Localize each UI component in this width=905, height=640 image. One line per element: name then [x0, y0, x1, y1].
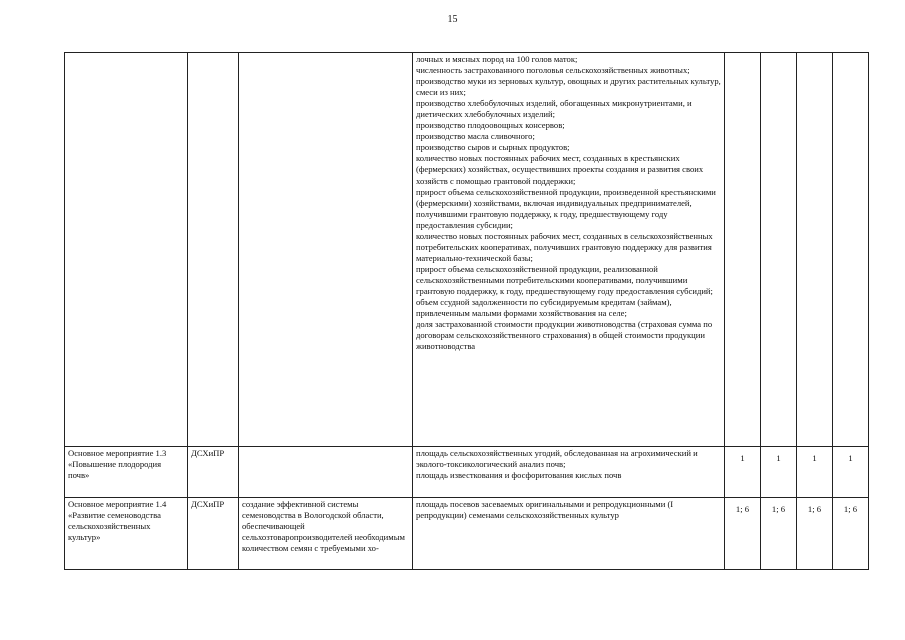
- task-cell: [239, 447, 413, 498]
- page-number: 15: [447, 14, 458, 25]
- table-row: [65, 498, 869, 570]
- event-cell: [65, 53, 188, 447]
- value-cell-4: 1: [833, 447, 869, 498]
- executor-cell: ДСХиПР: [188, 447, 239, 498]
- value-cell-3: 1: [797, 447, 833, 498]
- task-cell: создание эффективной системы семеноводства в Вологодской области, обеспечивающей сельхозтоваропроизводителей необходимым количеством семян с требуемыми хо-: [239, 498, 413, 570]
- table-row: [65, 53, 869, 447]
- value-cell-1: [725, 53, 761, 447]
- event-cell: Основное мероприятие 1.3 «Повышение плодородия почв»: [65, 447, 188, 498]
- event-cell: Основное мероприятие 1.4 «Развитие семеноводства сельскохозяйственных культур»: [65, 498, 188, 570]
- executor-cell: ДСХиПР: [188, 498, 239, 570]
- executor-cell: [188, 53, 239, 447]
- value-cell-4: 1; 6: [833, 498, 869, 570]
- indicators-cell: лочных и мясных пород на 100 голов маток; численность застрахованного поголовья сельскохозяйственных животных; производство муки из зерновых культур, овощных и других растительных культур, смеси из них; производство хлебобулочных изделий, обогащенных микронутриентами, и диетических хлебобулочных изделий; производство плодоовощных консервов; производство масла сливочного; производство сыров и сырных продуктов; количество новых постоянных рабочих мест, созданных в крестьянских (фермерских) хозяйствах, осуществивших проекты создания и развития своих хозяйств с помощью грантовой поддержки; прирост объема сельскохозяйственной продукции, произведенной крестьянскими (фермерскими) хозяйствами, включая индивидуальных предпринимателей, получившими грантовую поддержку, к году, предшествующему году предоставления субсидии; количество новых постоянных рабочих мест, созданных в сельскохозяйственных потребительских кооперативах, получивших грантовую поддержку для развития материально-технической базы; прирост объема сельскохозяйственной продукции, реализованной сельскохозяйственными потребительскими кооперативами, получившими грантовую поддержку, к году, предшествующему году предоставления субсидий; объем ссудной задолженности по субсидируемым кредитам (займам), привлеченным малыми формами хозяйствования на селе; доля застрахованной стоимости продукции животноводства (страховая сумма по договорам сельскохозяйственного страхования) в общей стоимости продукции животноводства: [413, 53, 725, 447]
- indicators-cell: площадь посевов засеваемых оригинальными и репродукционными (I репродукции) семенами сельскохозяйственных культур: [413, 498, 725, 570]
- value-cell-3: 1; 6: [797, 498, 833, 570]
- value-cell-4: [833, 53, 869, 447]
- indicators-cell: площадь сельскохозяйственных угодий, обследованная на агрохимический и эколого-токсикологический анализ почв; площадь известкования и фосфоритования кислых почв: [413, 447, 725, 498]
- task-cell: [239, 53, 413, 447]
- value-cell-2: [761, 53, 797, 447]
- program-table: [64, 52, 869, 570]
- value-cell-1: 1; 6: [725, 498, 761, 570]
- value-cell-3: [797, 53, 833, 447]
- value-cell-1: 1: [725, 447, 761, 498]
- value-cell-2: 1; 6: [761, 498, 797, 570]
- table-row: [65, 447, 869, 498]
- value-cell-2: 1: [761, 447, 797, 498]
